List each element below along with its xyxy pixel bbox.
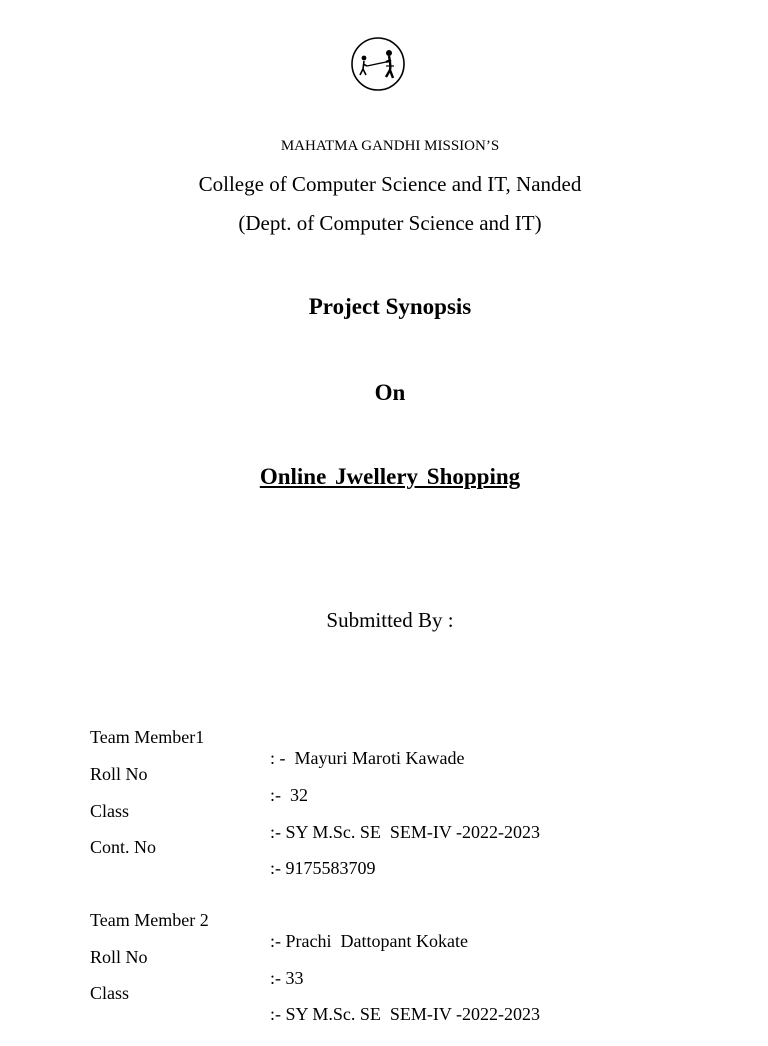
submitted-by-label: Submitted By : [326,608,454,632]
on-heading: On [374,380,406,405]
synopsis-heading: Project Synopsis [308,294,472,319]
info-row [0,816,376,878]
mission-name: MAHATMA GANDHI MISSION’S [280,138,500,154]
field-label: Class [90,983,130,1003]
info-row [0,706,465,768]
mgm-logo-icon [350,36,406,92]
field-label: Team Member 2 [90,910,209,930]
info-row [0,889,468,951]
field-value: :- 33 [270,968,304,988]
project-title: Online Jwellery Shopping [259,464,521,489]
field-label: Cont. No [90,837,157,857]
field-value: :- 9175583709 [270,858,376,878]
field-label: Team Member1 [90,727,205,747]
field-value: :- 32 [270,785,308,805]
college-name: College of Computer Science and IT, Nanded [198,172,582,196]
field-value: :- SY M.Sc. SE SEM-IV -2022-2023 [270,1004,541,1024]
info-row [0,926,304,988]
info-row [0,743,308,805]
field-label: Roll No [90,764,148,784]
field-value: :- Prachi Dattopant Kokate [270,931,468,951]
department-name: (Dept. of Computer Science and IT) [238,211,542,235]
field-value: :- SY M.Sc. SE SEM-IV -2022-2023 [270,822,541,842]
field-value: : - Mayuri Maroti Kawade [270,748,465,768]
field-label: Class [90,801,130,821]
field-label: Roll No [90,947,148,967]
